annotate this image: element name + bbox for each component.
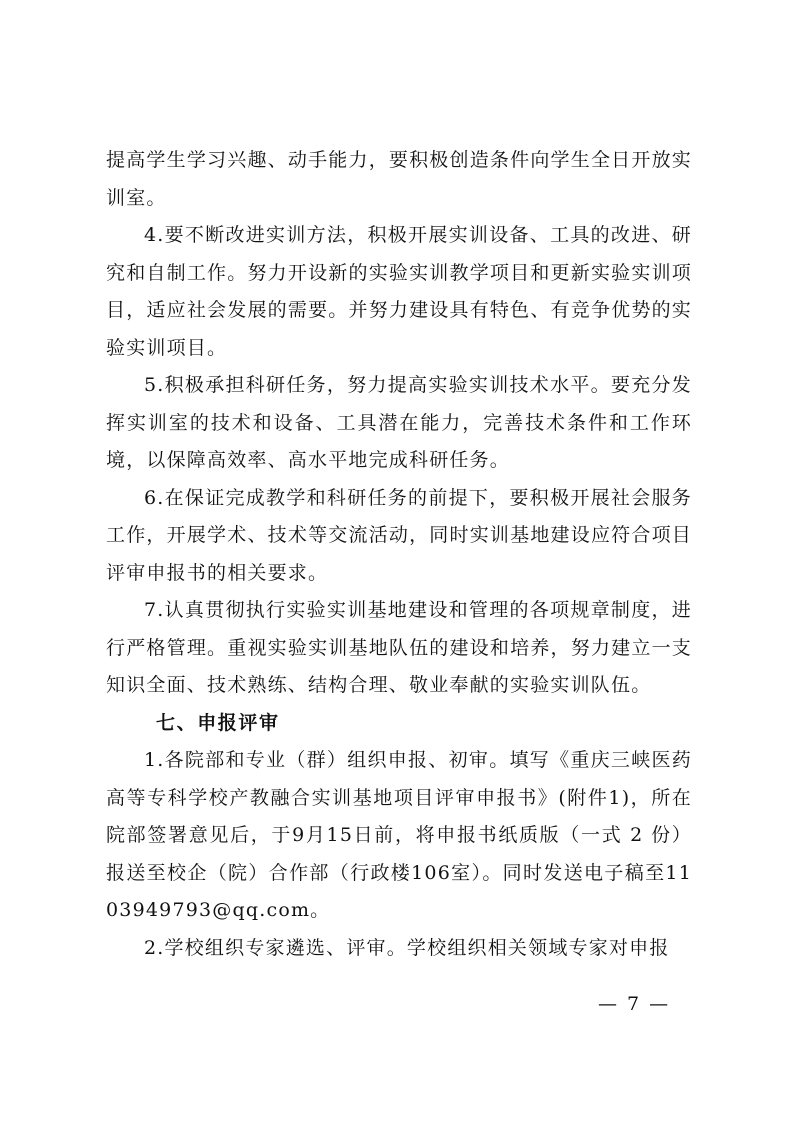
paragraph-continuation: 提高学生学习兴趣、动手能力，要积极创造条件向学生全日开放实训室。 bbox=[106, 149, 692, 209]
paragraph-item-6: 6.在保证完成教学和科研任务的前提下，要积极开展社会服务工作，开展学术、技术等交流活动，同时实训基地建设应符合项目评审申报书的相关要求。 bbox=[106, 486, 692, 584]
document-body bbox=[106, 142, 692, 967]
paragraph-apply-1: 1.各院部和专业（群）组织申报、初审。填写《重庆三峡医药高等专科学校产教融合实训基地项目评审申报书》(附件1)，所在院部签署意见后，于9月15日前，将申报书纸质版（一式 2 份）报送至校企（院）合作部（行政楼106室）。同时发送电子稿至1103949793@qq.com。 bbox=[106, 749, 692, 921]
section-heading: 七、申报评审 bbox=[156, 711, 280, 734]
page-number: — 7 — bbox=[598, 993, 671, 1015]
paragraph-item-4: 4.要不断改进实训方法，积极开展实训设备、工具的改进、研究和自制工作。努力开设新的实验实训教学项目和更新实验实训项目，适应社会发展的需要。并努力建设具有特色、有竞争优势的实验实训项目。 bbox=[106, 224, 692, 359]
paragraph-apply-2: 2.学校组织专家遴选、评审。学校组织相关领域专家对申报 bbox=[144, 936, 670, 959]
paragraph-item-7: 7.认真贯彻执行实验实训基地建设和管理的各项规章制度，进行严格管理。重视实验实训基地队伍的建设和培养，努力建立一支知识全面、技术熟练、结构合理、敬业奉献的实验实训队伍。 bbox=[106, 599, 692, 696]
paragraph-item-5: 5.积极承担科研任务，努力提高实验实训技术水平。要充分发挥实训室的技术和设备、工具潜在能力，完善技术条件和工作环境，以保障高效率、高水平地完成科研任务。 bbox=[106, 374, 692, 471]
